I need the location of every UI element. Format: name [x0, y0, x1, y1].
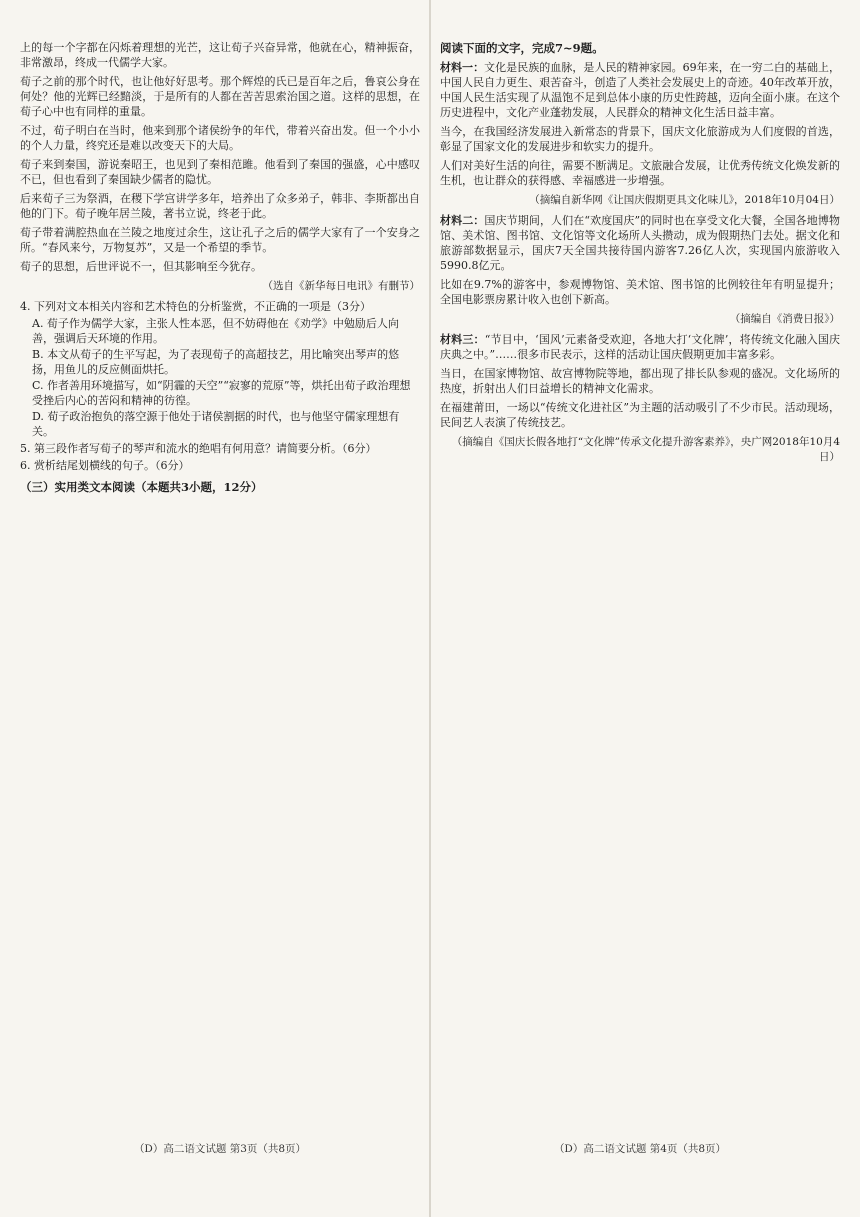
- material-label: 材料二：: [440, 214, 485, 227]
- text-paragraph: 人们对美好生活的向往，需要不断满足。文旅融合发展，让优秀传统文化焕发新的生机，也让群众的获得感、幸福感进一步增强。: [440, 159, 840, 187]
- text-paragraph: 荀子的思想，后世评说不一，但其影响至今犹存。: [20, 260, 262, 273]
- text-paragraph: 荀子来到秦国，游说秦昭王，也见到了秦相范雎。他看到了秦国的强盛，心中感叹不已，但也看到了秦国缺少儒者的隐忧。: [20, 158, 420, 186]
- material-text: 国庆节期间，人们在“欢度国庆”的同时也在享受文化大餐，全国各地博物馆、美术馆、图书馆、文化馆等文化场所人头攒动，成为假期热门去处。据文化和旅游部数据显示，国庆7天全国共接待国内游客7.26亿人次，实现国内旅游收入5990.8亿元。: [440, 214, 840, 272]
- material-3: [440, 332, 840, 362]
- option-c: C. 作者善用环境描写，如“阴霾的天空”“寂寥的荒原”等，烘托出荀子政治理想受挫后内心的苦闷和精神的彷徨。: [32, 379, 411, 407]
- source-note: （摘编自《国庆长假各地打“文化牌”传承文化提升游客素养》，央广网2018年10月4日）: [451, 436, 840, 463]
- reading-instruction: 阅读下面的文字，完成7~9题。: [440, 41, 604, 55]
- page-footer: （D）高二语文试题 第4页（共8页）: [553, 1143, 727, 1155]
- text-paragraph: 在福建莆田，一场以“传统文化进社区”为主题的活动吸引了不少市民。活动现场，民间艺人表演了传统技艺。: [440, 401, 840, 429]
- source-note: （摘编自《消费日报》）: [729, 313, 840, 325]
- text-paragraph: 荀子带着满腔热血在兰陵之地度过余生，这让孔子之后的儒学大家有了一个安身之所。“春风来兮，万物复苏”，又是一个希望的季节。: [20, 226, 420, 254]
- material-label: 材料一：: [440, 61, 485, 74]
- option-b: B. 本文从荀子的生平写起，为了表现荀子的高超技艺，用比喻突出琴声的悠扬，用鱼儿的反应侧面烘托。: [32, 348, 400, 376]
- text-paragraph: 荀子之前的那个时代，也让他好好思考。那个辉煌的氏已是百年之后，鲁哀公身在何处？他的光辉已经黯淡，于是所有的人都在苦苦思索治国之道。这样的思想，在荀子心中也有同样的重量。: [20, 75, 420, 118]
- question-5: 5. 第三段作者写荀子的琴声和流水的绝唱有何用意？请简要分析。（6分）: [20, 442, 377, 455]
- text-paragraph: 比如在9.7%的游客中，参观博物馆、美术馆、图书馆的比例较往年有明显提升；全国电影票房累计收入也创下新高。: [440, 278, 840, 306]
- option-d: D. 荀子政治抱负的落空源于他处于诸侯割据的时代，也与他坚守儒家理想有关。: [32, 410, 400, 438]
- option-a: A. 荀子作为儒学大家，主张人性本恶，但不妨碍他在《劝学》中勉励后人向善，强调后天环境的作用。: [32, 317, 399, 345]
- page-4: [440, 40, 840, 1170]
- text-intro: 上的每一个字都在闪烁着理想的光芒，这让荀子兴奋异常，他就在心，精神振奋，非常激昂，终成一代儒学大家。: [20, 41, 420, 69]
- section-heading: （三）实用类文本阅读（本题共3小题，12分）: [20, 480, 263, 494]
- question-6: 6. 赏析结尾划横线的句子。（6分）: [20, 459, 190, 472]
- text-paragraph: 不过，荀子明白在当时，他来到那个诸侯纷争的年代，带着兴奋出发。但一个小小的个人力量，终究还是难以改变天下的大局。: [20, 124, 420, 152]
- material-label: 材料三：: [440, 333, 485, 346]
- text-paragraph: 后来荀子三为祭酒，在稷下学宫讲学多年，培养出了众多弟子，韩非、李斯都出自他的门下。荀子晚年居兰陵，著书立说，终老于此。: [20, 192, 420, 220]
- source-note: （选自《新华每日电讯》有删节）: [262, 280, 420, 292]
- material-2: [440, 213, 840, 273]
- page-3: [20, 40, 420, 1170]
- source-note: （摘编自新华网《让国庆假期更具文化味儿》，2018年10月04日）: [529, 194, 840, 206]
- question-4: 4. 下列对文本相关内容和艺术特色的分析鉴赏，不正确的一项是（3分）: [20, 300, 371, 313]
- page-footer: （D）高二语文试题 第3页（共8页）: [133, 1143, 307, 1155]
- text-paragraph: 当日，在国家博物馆、故宫博物院等地，都出现了排长队参观的盛况。文化场所的热度，折射出人们日益增长的精神文化需求。: [440, 367, 840, 395]
- material-1: [440, 60, 840, 120]
- page-divider: [429, 0, 431, 1217]
- text-paragraph: 当今，在我国经济发展进入新常态的背景下，国庆文化旅游成为人们度假的首选，彰显了国家文化的发展进步和软实力的提升。: [440, 125, 840, 153]
- material-text: 文化是民族的血脉，是人民的精神家园。69年来，在一穷二白的基础上，中国人民自力更生、艰苦奋斗，创造了人类社会发展史上的奇迹。40年改革开放，中国人民生活实现了从温饱不足到总体小康的历史性跨越，迈向全面小康。在这个历史进程中，文化产业蓬勃发展，人民群众的精神文化生活日益丰富。: [440, 61, 840, 119]
- material-text: “节目中，‘国风’元素备受欢迎，各地大打‘文化牌’，将传统文化融入国庆庆典之中。”……很多市民表示，这样的活动让国庆假期更加丰富多彩。: [440, 333, 840, 361]
